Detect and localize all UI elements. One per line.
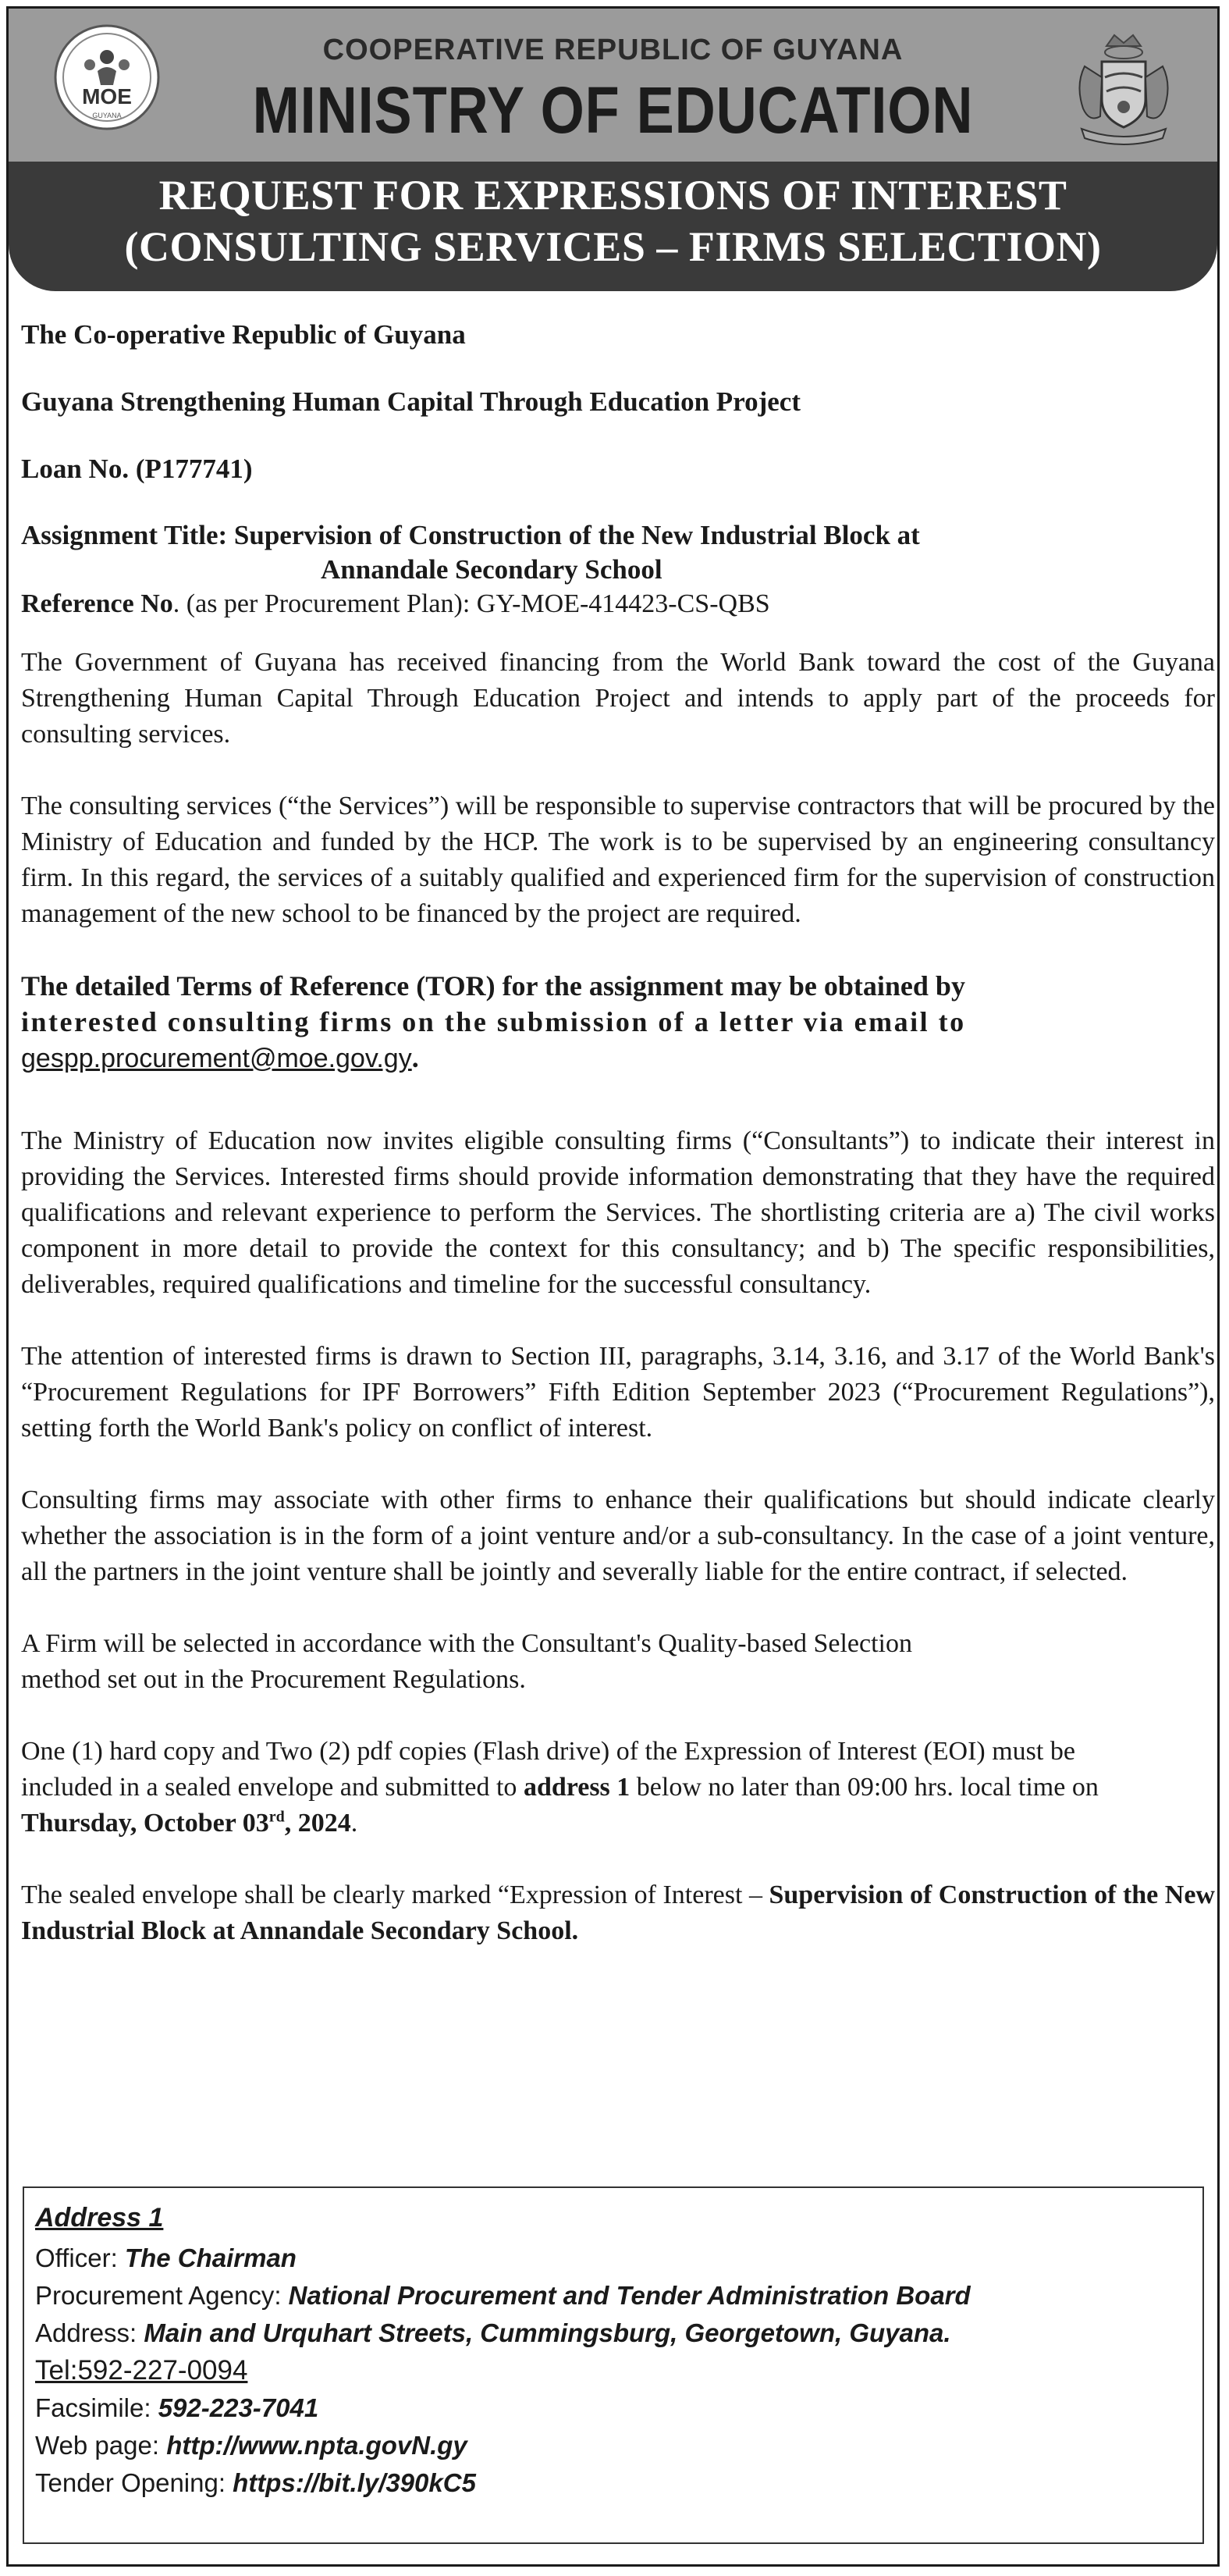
- tor-line2: interested consulting firms on the submission of a letter via email to: [21, 1006, 966, 1037]
- rfe-title-line1: REQUEST FOR EXPRESSIONS OF INTEREST: [158, 172, 1067, 219]
- svg-text:GUYANA: GUYANA: [92, 112, 122, 119]
- address-telephone-link[interactable]: Tel:592-227-0094: [35, 2355, 248, 2386]
- reference-number: [21, 587, 1215, 621]
- paragraph-submission: One (1) hard copy and Two (2) pdf copies (Flash drive) of the Expression of Interest (EOI) must be included in a sealed envelope and submitted to address 1 below no later than 09:00 hrs. local time on Thursday, October 03rd, 2024.: [21, 1737, 1099, 1838]
- coat-of-arms-icon: [1061, 30, 1186, 148]
- address-box: [23, 2186, 1204, 2544]
- address-title: Address 1: [35, 2203, 164, 2233]
- advertisement-frame: [6, 6, 1220, 2567]
- paragraph-services: The consulting services (“the Services”) will be responsible to supervise contractors that will be procured by the Ministry of Education and funded by the HCP. The work is to be supervised by an engineering consultancy firm. In this regard, the services of a suitably qualified and experienced firm for the supervision of construction management of the new school to be financed by the project are required.: [21, 792, 1215, 928]
- paragraph-association: Consulting firms may associate with other firms to enhance their qualifications but should indicate clearly whether the association is in the form of a joint venture and/or a sub-consultancy. In the case of a joint venture, all the partners in the joint venture shall be jointly and severally liable for the entire contract, if selected.: [21, 1485, 1215, 1586]
- svg-text:MOE: MOE: [82, 84, 132, 109]
- ministry-heading: MINISTRY OF EDUCATION: [252, 73, 974, 147]
- intro-country: The Co-operative Republic of Guyana: [21, 319, 466, 350]
- address-fax: Facsimile: 592-223-7041: [35, 2393, 319, 2422]
- address-tender-opening: Tender Opening: https://bit.ly/390kC5: [35, 2468, 476, 2497]
- tor-email-link[interactable]: gespp.procurement@moe.gov.gy: [21, 1044, 412, 1073]
- paragraph-selection-line1: A Firm will be selected in accordance with the Consultant's Quality-based Selection: [21, 1629, 913, 1658]
- paragraph-selection-line2: method set out in the Procurement Regulations.: [21, 1665, 526, 1694]
- address-webpage: Web page: http://www.npta.govN.gy: [35, 2431, 467, 2460]
- assignment-title-line2: Annandale Secondary School: [321, 554, 662, 585]
- reference-label: Reference No: [21, 589, 173, 618]
- address-agency: Procurement Agency: National Procurement and Tender Administration Board: [35, 2281, 971, 2310]
- notice-body: [21, 317, 1215, 1949]
- reference-value: . (as per Procurement Plan): GY-MOE-414423-CS-QBS: [172, 589, 770, 618]
- intro-loan: Loan No. (P177741): [21, 454, 253, 484]
- tor-line1: The detailed Terms of Reference (TOR) for the assignment may be obtained by: [21, 970, 965, 1002]
- webpage-link[interactable]: http://www.npta.govN.gy: [166, 2431, 467, 2460]
- submission-deadline: Thursday, October 03rd, 2024: [21, 1808, 351, 1838]
- assignment-title-line1: Assignment Title: Supervision of Construction of the New Industrial Block at: [21, 520, 920, 550]
- rfe-title-line2: (CONSULTING SERVICES – FIRMS SELECTION): [124, 223, 1102, 270]
- paragraph-tor: [21, 968, 1215, 1076]
- rfe-title: [9, 169, 1217, 272]
- intro-project: Guyana Strengthening Human Capital Through Education Project: [21, 386, 801, 417]
- paragraph-invitation: The Ministry of Education now invites eligible consulting firms (“Consultants”) to indicate their interest in providing the Services. Interested firms should provide information demonstrating that they have the required qualifications and relevant experience to perform the Services. The shortlisting criteria are a) The civil works component in more detail to provide the context for this consultancy; and b) The specific responsibilities, deliverables, required qualifications and timeline for the successful consultancy.: [21, 1126, 1215, 1299]
- paragraph-financing: The Government of Guyana has received financing from the World Bank toward the cost of the Guyana Strengthening Human Capital Through Education Project and intends to apply part of the proceeds for consulting services.: [21, 648, 1215, 749]
- address-officer: Officer: The Chairman: [35, 2243, 297, 2272]
- country-heading: COOPERATIVE REPUBLIC OF GUYANA: [322, 34, 904, 66]
- address-street: Address: Main and Urquhart Streets, Cummingsburg, Georgetown, Guyana.: [35, 2318, 951, 2347]
- paragraph-conflict-of-interest: The attention of interested firms is drawn to Section III, paragraphs, 3.14, 3.16, and 3.17 of the World Bank's “Procurement Regulations for IPF Borrowers” Fifth Edition September 2023 (“Procurement Regulations”), setting forth the World Bank's policy on conflict of interest.: [21, 1342, 1215, 1443]
- tender-opening-link[interactable]: https://bit.ly/390kC5: [233, 2468, 476, 2497]
- paragraph-envelope-marking: The sealed envelope shall be clearly marked “Expression of Interest – Supervision of Construction of the New Industrial Block at Annandale Secondary School.: [21, 1880, 1215, 1945]
- tor-end: .: [411, 1042, 419, 1073]
- submission-address: address 1: [523, 1773, 630, 1802]
